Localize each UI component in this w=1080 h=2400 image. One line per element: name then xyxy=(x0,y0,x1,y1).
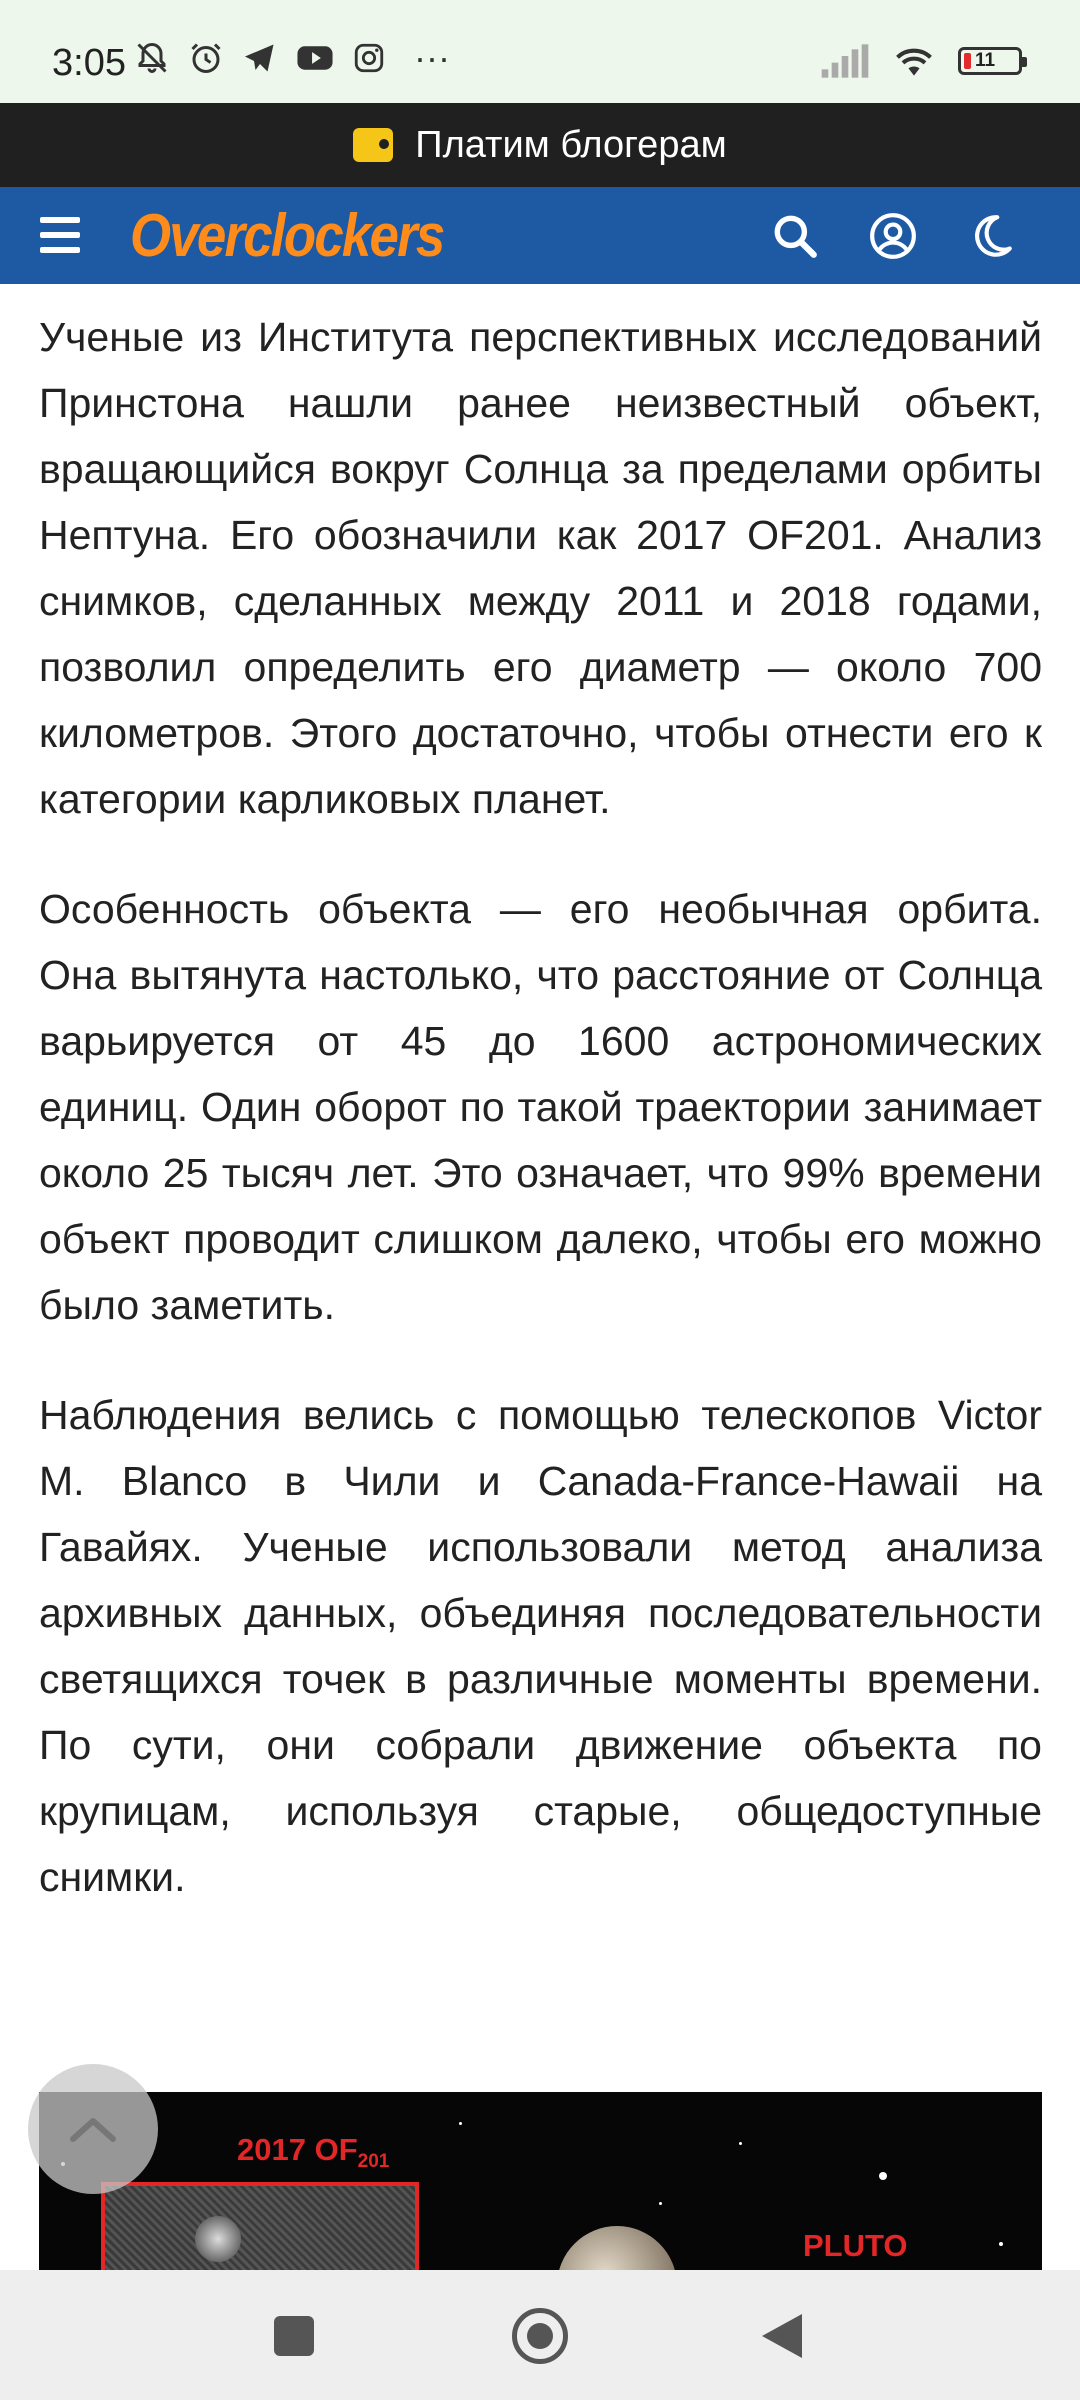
more-icon: ··· xyxy=(414,37,450,78)
battery-level: 11 xyxy=(975,50,996,71)
scroll-to-top-button[interactable] xyxy=(28,2064,158,2194)
chevron-up-icon xyxy=(69,2114,117,2144)
site-header xyxy=(0,187,1080,284)
dark-mode-icon[interactable] xyxy=(966,211,1016,261)
status-bar xyxy=(0,0,1080,103)
search-icon[interactable] xyxy=(770,211,820,261)
wallet-icon xyxy=(353,128,393,162)
menu-icon[interactable] xyxy=(40,217,80,253)
site-logo[interactable]: Overclockers xyxy=(130,202,444,269)
star xyxy=(879,2172,887,2180)
system-nav-bar xyxy=(0,2270,1080,2400)
promo-text: Платим блогерам xyxy=(415,123,727,166)
article-paragraph: Наблюдения велись с помощью телескопов Victor M. Blanco в Чили и Canada-France-Hawaii на Гавайях. Ученые использовали метод анализа архивных данных, объединяя последовательности светящихся точек в различные моменты времени. По сути, они собрали движение объекта по крупицам, используя старые, общедоступные снимки. xyxy=(39,1392,1042,1900)
mute-icon xyxy=(134,40,170,76)
youtube-icon xyxy=(296,40,334,76)
pluto-label: PLUTO xyxy=(803,2228,908,2263)
signal-icon xyxy=(820,44,870,78)
telegram-icon xyxy=(242,40,278,76)
status-notification-icons xyxy=(134,37,450,78)
object-label: 2017 $OF_{201}$ xyxy=(237,2132,390,2173)
article-paragraph: Ученые из Института перспективных исследований Принстона нашли ранее неизвестный объект, вращающийся вокруг Солнца за пределами орбиты Нептуна. Его обозначили как 2017 OF201. Анализ снимков, сделанных между 2011 и 2018 годами, позволил определить его диаметр — около 700 километров. Этого достаточно, чтобы отнести его к категории карликовых планет. xyxy=(39,314,1042,822)
back-icon[interactable] xyxy=(762,2314,802,2358)
article-image[interactable] xyxy=(39,2092,1042,2270)
account-icon[interactable] xyxy=(868,211,918,261)
article-body xyxy=(39,304,1042,1954)
pluto-planet xyxy=(557,2226,677,2270)
wifi-icon xyxy=(892,44,936,78)
home-icon[interactable] xyxy=(512,2308,568,2364)
battery-icon xyxy=(958,47,1022,75)
recent-apps-icon[interactable] xyxy=(274,2316,314,2356)
alarm-icon xyxy=(188,40,224,76)
status-system-icons xyxy=(820,44,1022,78)
promo-banner[interactable] xyxy=(0,103,1080,187)
star xyxy=(999,2242,1003,2246)
object-highlight-box xyxy=(101,2182,419,2270)
star xyxy=(659,2202,662,2205)
star xyxy=(739,2142,742,2145)
star xyxy=(459,2122,462,2125)
instagram-icon xyxy=(352,41,386,75)
article-paragraph: Особенность объекта — его необычная орбита. Она вытянута настолько, что расстояние от Солнца варьируется от 45 до 1600 астрономических единиц. Один оборот по такой траектории занимает около 25 тысяч лет. Это означает, что 99% времени объект проводит слишком далеко, чтобы его можно было заметить. xyxy=(39,886,1042,1328)
status-time: 3:05 xyxy=(52,42,126,84)
